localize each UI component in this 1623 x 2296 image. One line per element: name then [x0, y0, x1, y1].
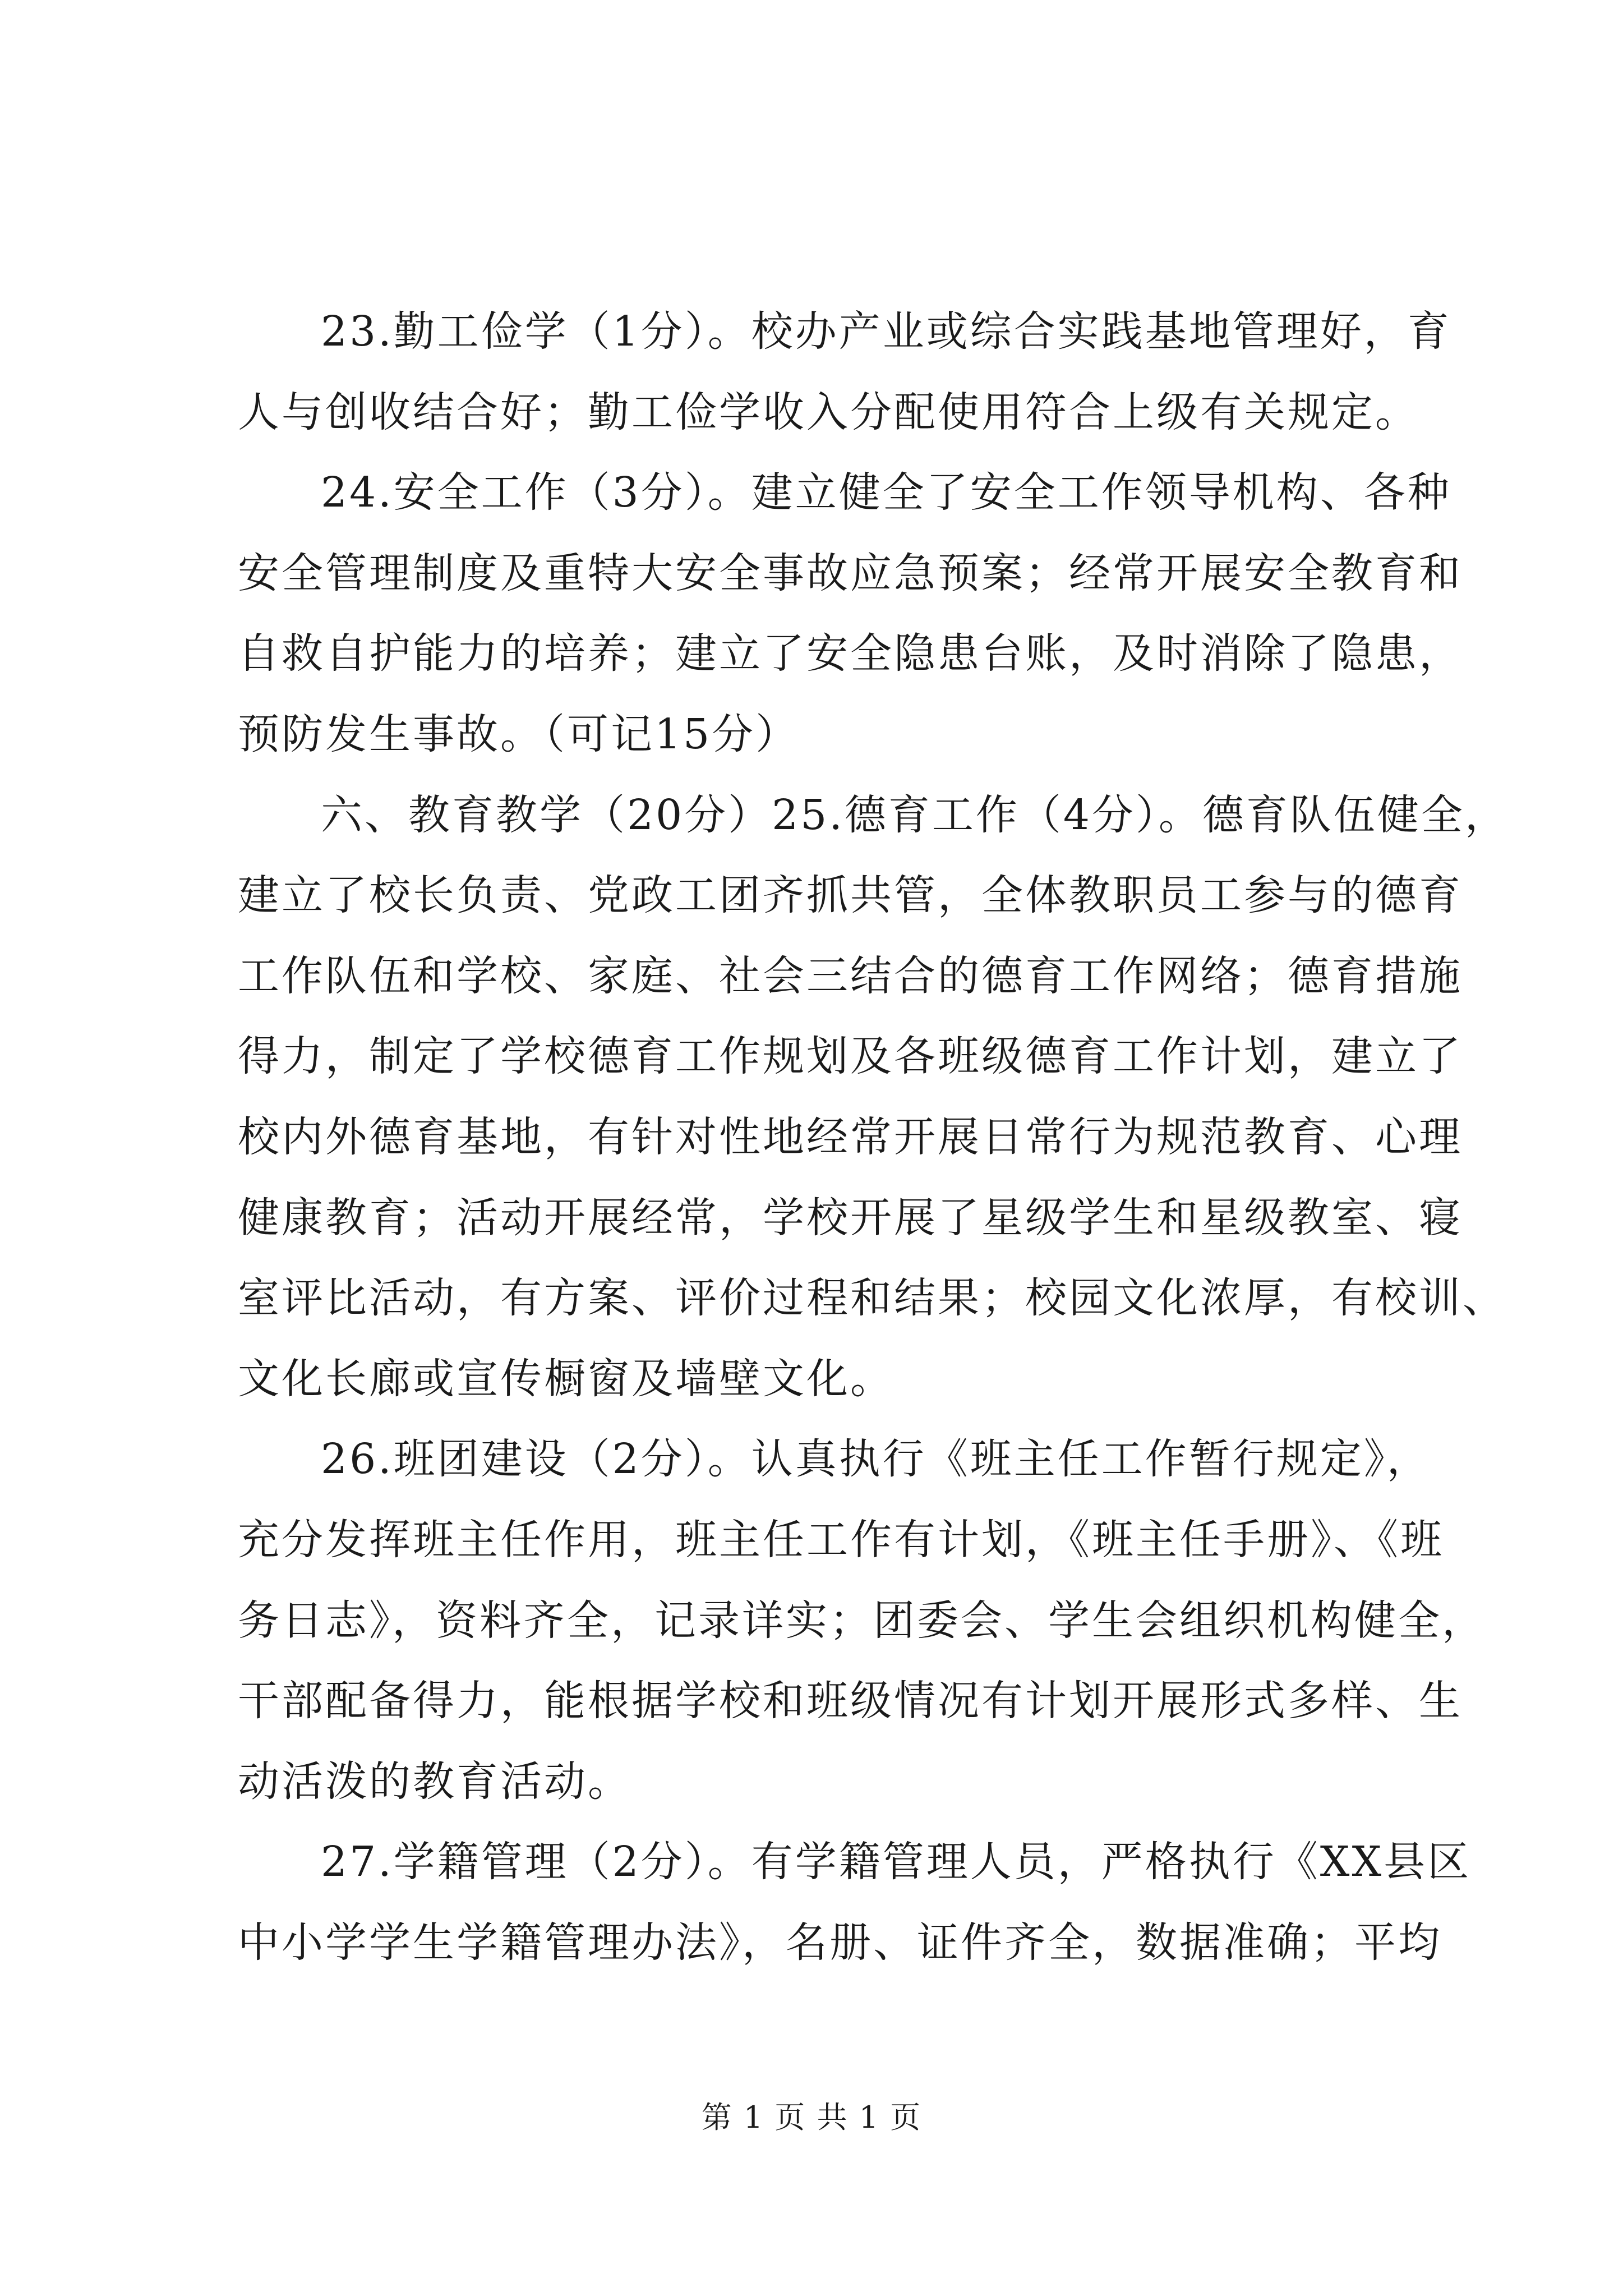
text-line: 动活泼的教育活动。: [238, 1757, 631, 1806]
text-line: 干部配备得力，能根据学校和班级情况有计划开展形式多样、生: [238, 1677, 1463, 1726]
text-line: 中小学学生学籍管理办法》，名册、证件齐全，数据准确；平均: [238, 1918, 1442, 1967]
text-line: 安全管理制度及重特大安全事故应急预案；经常开展安全教育和: [238, 549, 1463, 597]
text-line: 建立了校长负责、党政工团齐抓共管，全体教职员工参与的德育: [238, 871, 1463, 920]
text-line: 室评比活动，有方案、评价过程和结果；校园文化浓厚，有校训、: [238, 1274, 1506, 1323]
page-number-label: 第 1 页 共 1 页: [701, 2100, 922, 2135]
document-body: [238, 292, 1509, 1983]
text-line: 26.班团建设（2分）。认真执行《班主任工作暂行规定》，: [321, 1435, 1431, 1484]
text-line: 24.安全工作（3分）。建立健全了安全工作领导机构、各种: [321, 468, 1451, 517]
text-line: 自救自护能力的培养；建立了安全隐患台账，及时消除了隐患，: [238, 629, 1463, 678]
page-footer: [0, 2095, 1623, 2140]
text-line: 务日志》，资料齐全，记录详实；团委会、学生会组织机构健全，: [238, 1596, 1486, 1645]
text-line: 得力，制定了学校德育工作规划及各班级德育工作计划，建立了: [238, 1032, 1463, 1081]
text-line: 文化长廊或宣传橱窗及墙壁文化。: [238, 1354, 894, 1403]
text-line: 27.学籍管理（2分）。有学籍管理人员，严格执行《XX县区: [321, 1838, 1472, 1887]
text-line: 健康教育；活动开展经常，学校开展了星级学生和星级教室、寝: [238, 1193, 1463, 1242]
text-line: 人与创收结合好；勤工俭学收入分配使用符合上级有关规定。: [238, 388, 1419, 436]
text-line: 23.勤工俭学（1分）。校办产业或综合实践基地管理好，育: [321, 307, 1451, 356]
text-line: 校内外德育基地，有针对性地经常开展日常行为规范教育、心理: [238, 1112, 1463, 1161]
text-line: 预防发生事故。（可记15分）: [238, 710, 800, 758]
text-line: 充分发挥班主任作用，班主任工作有计划，《班主任手册》、《班: [238, 1515, 1444, 1564]
text-line: 六、教育教学（20分）25.德育工作（4分）。德育队伍健全，: [321, 790, 1509, 839]
text-line: 工作队伍和学校、家庭、社会三结合的德育工作网络；德育措施: [238, 951, 1463, 1000]
